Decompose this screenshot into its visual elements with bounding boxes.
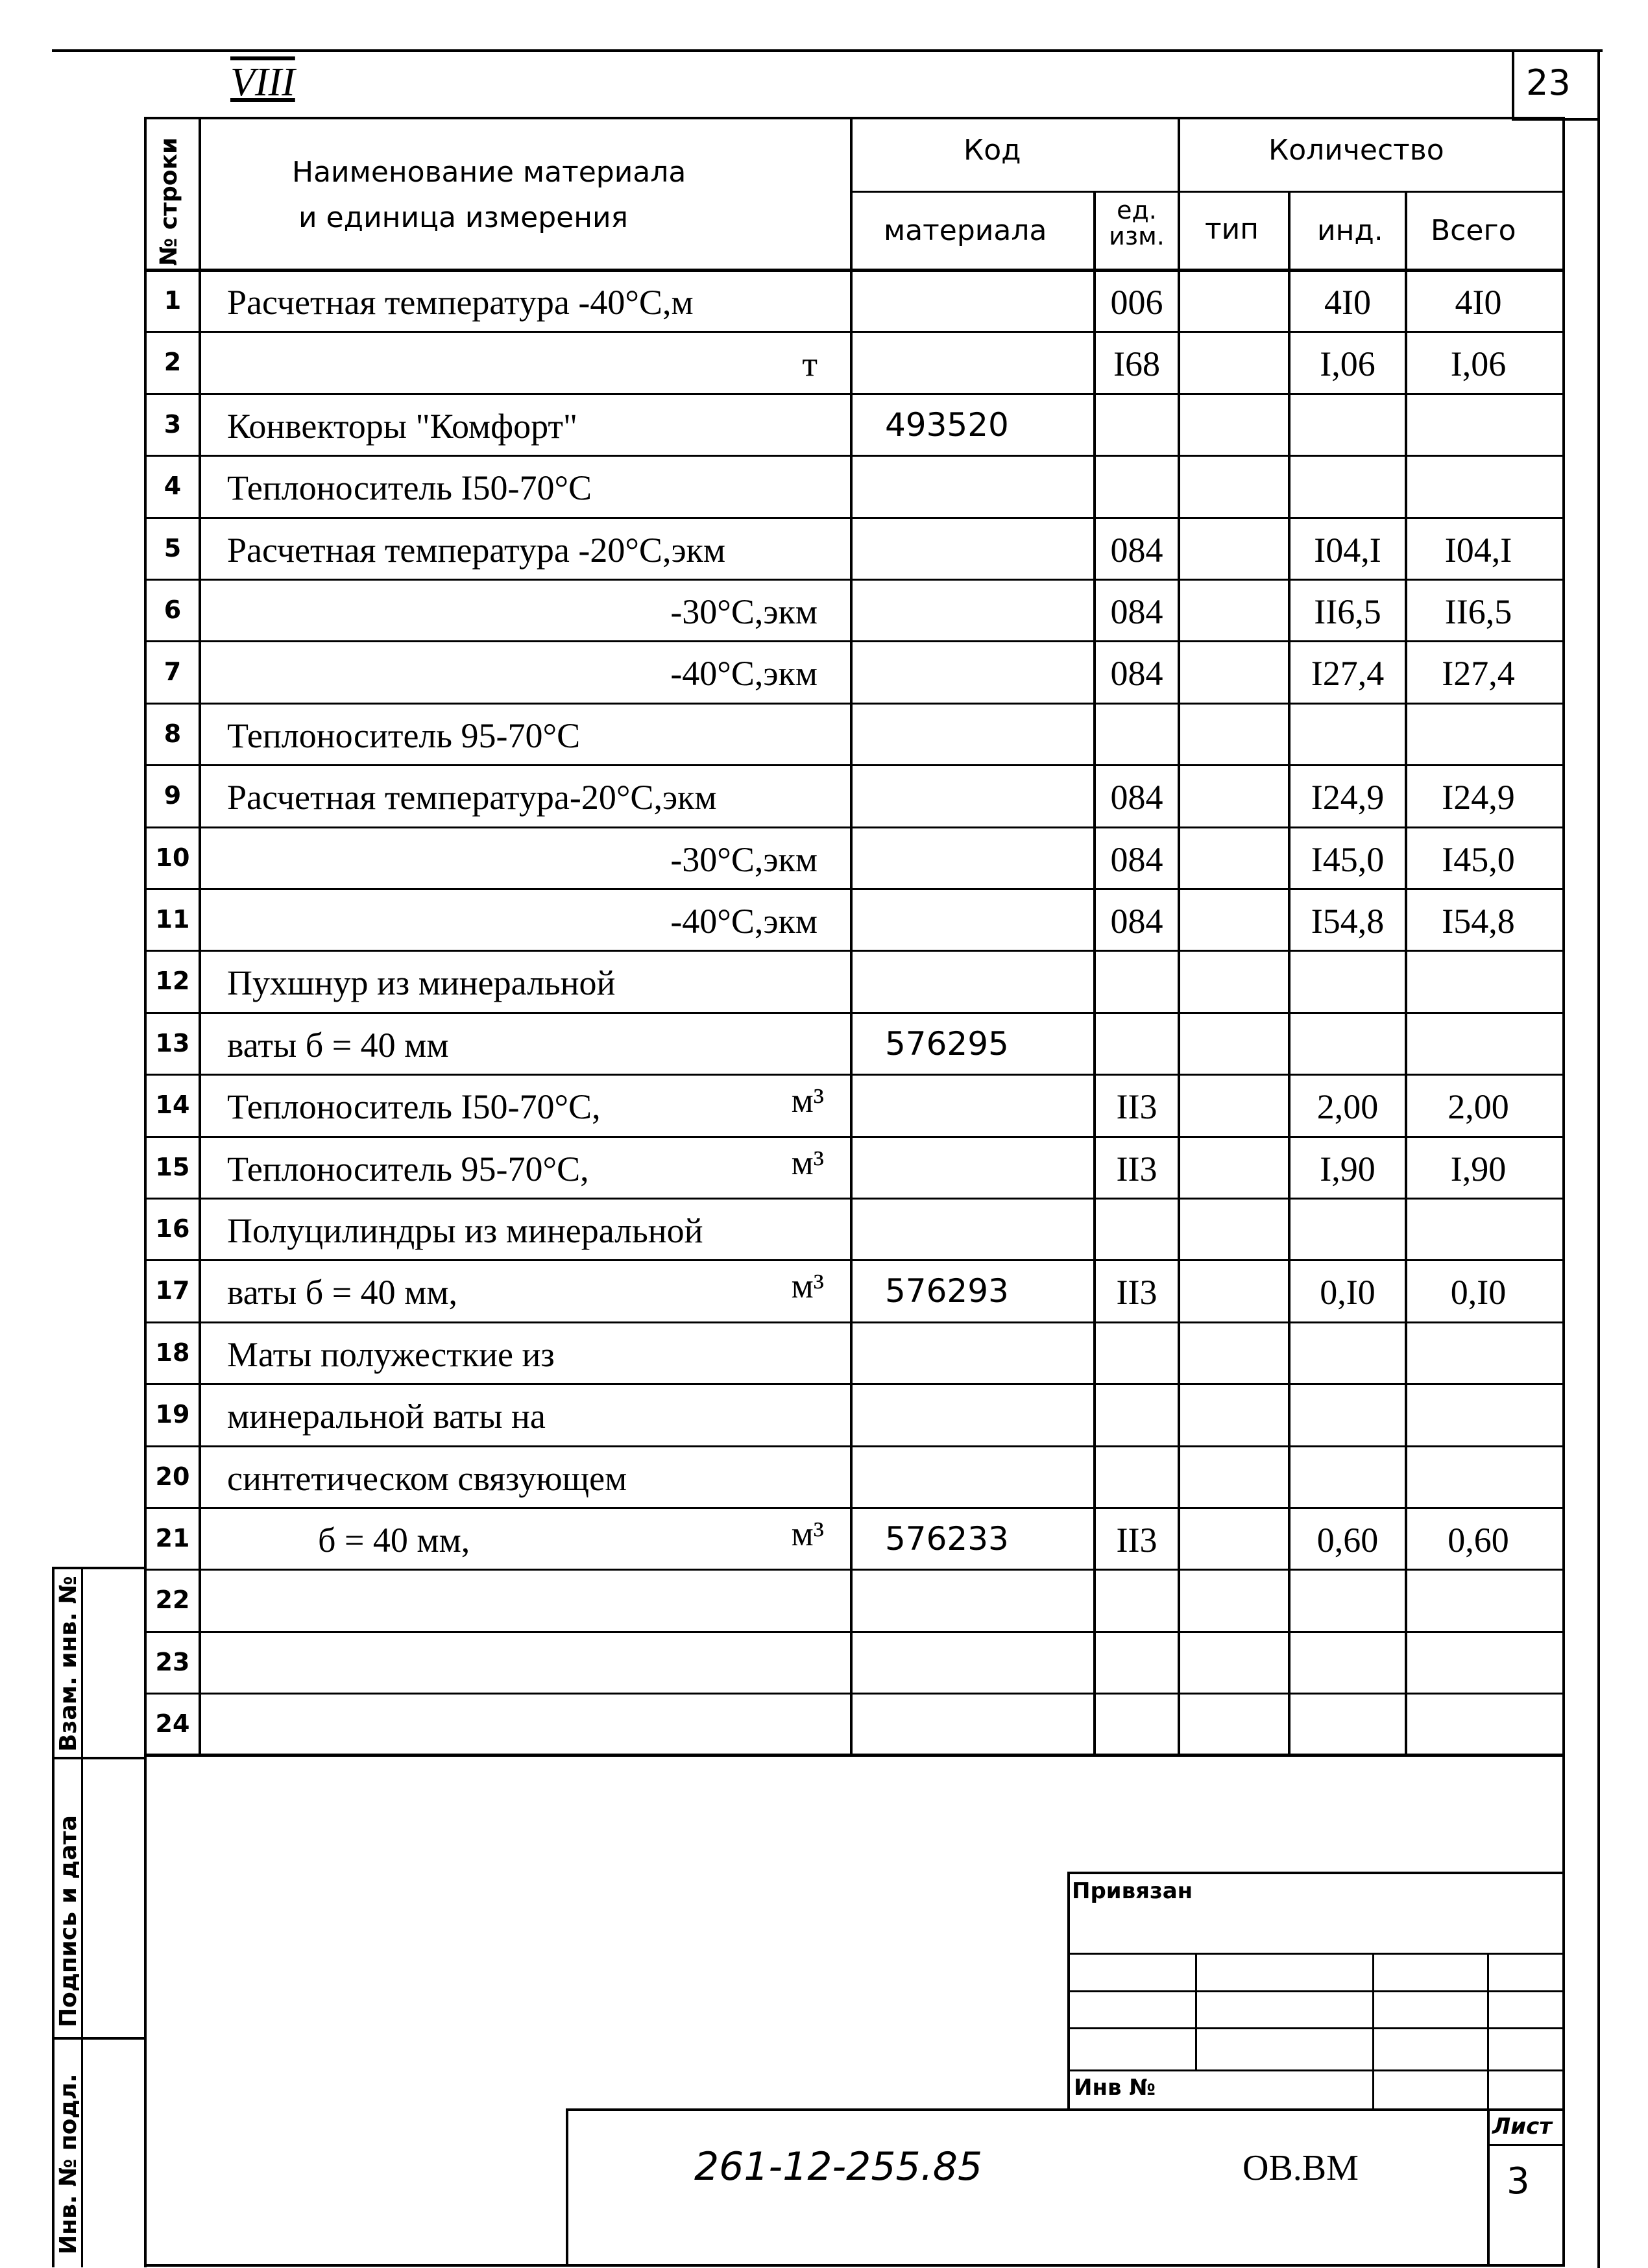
row-name: ваты б = 40 мм [227, 1026, 449, 1065]
title-attached-label: Привязан [1072, 1878, 1193, 1904]
row-number: 19 [155, 1400, 190, 1429]
header-code-material: материала [884, 214, 1047, 247]
stamp-div-1 [52, 1757, 147, 1759]
tb-vline-3 [1487, 1953, 1489, 2108]
row-ind: I24,9 [1311, 778, 1385, 817]
header-code: Код [963, 134, 1021, 167]
row-line [144, 1074, 1565, 1076]
header-row-no: № строки [156, 137, 182, 266]
row-ind: I45,0 [1311, 840, 1385, 879]
stamp-replace-inv: Взам. инв. № [55, 1576, 82, 1752]
tb-line-3 [1067, 2027, 1565, 2029]
tb-line-4 [1067, 2069, 1565, 2071]
row-name: Пухшнур из минеральной [227, 963, 616, 1002]
header-qty-ind: инд. [1317, 214, 1383, 247]
row-ind: I04,I [1314, 531, 1381, 570]
row-total: I,90 [1450, 1150, 1507, 1188]
row-ind: I,90 [1320, 1150, 1375, 1188]
row-line [144, 455, 1565, 457]
row-number: 3 [164, 410, 182, 439]
col-line-no [199, 117, 201, 1756]
row-name: -40°С,экм [670, 902, 818, 941]
row-total: I27,4 [1442, 654, 1515, 693]
row-unit: 006 [1110, 283, 1163, 322]
row-line [144, 950, 1565, 952]
header-name-line1: Наименование материала [292, 156, 686, 189]
row-line [144, 1198, 1565, 1200]
row-number: 15 [155, 1153, 190, 1181]
row-line [144, 1693, 1565, 1695]
row-ind: I,06 [1320, 344, 1375, 383]
doc-number: 261-12-255.85 [694, 2144, 983, 2190]
row-line [144, 1755, 1565, 1757]
row-line [144, 764, 1565, 766]
row-number: 10 [155, 843, 190, 872]
tb-line-2 [1067, 1990, 1565, 1992]
row-line [144, 1507, 1565, 1509]
row-name: Расчетная температура -40°С,м [227, 283, 694, 322]
stamp-sign-date: Подпись и дата [55, 1815, 82, 2027]
row-name: т [802, 344, 818, 383]
sheet-cell-left [1487, 2108, 1490, 2267]
row-number: 17 [155, 1276, 190, 1305]
row-name: Теплоноситель 95-70°С [227, 716, 581, 755]
row-ind: 0,60 [1316, 1521, 1379, 1560]
row-code: 576233 [885, 1520, 1009, 1558]
row-line [144, 517, 1565, 519]
row-code: 576293 [885, 1272, 1009, 1310]
stamp-inv-no-orig: Инв. № подл. [55, 2073, 82, 2254]
row-line [144, 640, 1565, 642]
row-number: 21 [155, 1524, 190, 1552]
sheet-number-top: 23 [1526, 62, 1571, 103]
row-name: -30°С,экм [670, 840, 818, 879]
row-line [144, 1445, 1565, 1447]
row-name: Теплоноситель I50-70°С, [227, 1087, 601, 1126]
row-unit-suffix: м³ [791, 1266, 824, 1305]
sheet-label: Лист [1492, 2114, 1552, 2140]
row-code: 493520 [885, 406, 1009, 444]
row-unit: 084 [1110, 778, 1163, 817]
row-unit-suffix: м³ [791, 1143, 824, 1182]
header-qty-total: Всего [1431, 214, 1516, 247]
row-line [144, 1012, 1565, 1014]
row-number: 18 [155, 1338, 190, 1367]
sheet-cell-mid [1487, 2144, 1565, 2146]
row-total: 0,I0 [1450, 1273, 1507, 1312]
row-ind: I27,4 [1311, 654, 1385, 693]
row-unit: 084 [1110, 531, 1163, 570]
row-name: синтетическом связующем [227, 1459, 627, 1498]
row-total: I,06 [1450, 344, 1507, 383]
row-unit: 084 [1110, 592, 1163, 631]
row-ind: II6,5 [1314, 592, 1381, 631]
header-qty-type: тип [1205, 213, 1259, 246]
row-unit: II3 [1116, 1273, 1157, 1312]
row-unit: II3 [1116, 1150, 1157, 1188]
row-line [144, 703, 1565, 705]
right-border-line [1597, 49, 1600, 2268]
row-name: минеральной ваты на [227, 1397, 546, 1436]
tb-vline-1 [1195, 1953, 1197, 2069]
row-number: 8 [164, 719, 182, 748]
row-number: 5 [164, 534, 182, 562]
tb-line-1 [1067, 1953, 1565, 1955]
row-total: I54,8 [1442, 902, 1515, 941]
row-number: 2 [164, 348, 182, 376]
row-line [144, 888, 1565, 890]
row-line [144, 1631, 1565, 1633]
row-unit-suffix: м³ [791, 1514, 824, 1553]
row-line [144, 1569, 1565, 1571]
row-number: 11 [155, 905, 190, 934]
row-unit: II3 [1116, 1087, 1157, 1126]
row-total: II6,5 [1444, 592, 1512, 631]
row-name: Конвекторы "Комфорт" [227, 407, 577, 446]
row-unit: I68 [1113, 344, 1160, 383]
stamp-div-2 [52, 2037, 147, 2040]
row-ind: 0,I0 [1320, 1273, 1375, 1312]
row-number: 12 [155, 967, 190, 995]
row-number: 14 [155, 1091, 190, 1119]
row-name: Теплоноситель I50-70°С [227, 468, 592, 507]
row-total: I04,I [1444, 531, 1512, 570]
row-unit: 084 [1110, 840, 1163, 879]
row-number: 24 [155, 1709, 190, 1738]
row-number: 4 [164, 472, 182, 500]
row-total: 0,60 [1448, 1521, 1509, 1560]
row-ind: 2,00 [1316, 1087, 1379, 1126]
row-name: Полуцилиндры из минеральной [227, 1211, 703, 1250]
row-unit: 084 [1110, 654, 1163, 693]
row-number: 1 [164, 286, 182, 315]
row-name: Теплоноситель 95-70°С, [227, 1150, 589, 1188]
title-inv-no-label: Инв № [1074, 2075, 1156, 2101]
row-number: 22 [155, 1586, 190, 1614]
row-name: -30°С,экм [670, 592, 818, 631]
row-name: Расчетная температура-20°С,экм [227, 778, 717, 817]
col-line-code [850, 117, 853, 1756]
row-line [144, 1136, 1565, 1138]
row-ind: 4I0 [1324, 283, 1371, 322]
row-name: Маты полужесткие из [227, 1335, 555, 1374]
row-line [144, 331, 1565, 333]
header-bottom-line [144, 269, 1565, 272]
row-total: I45,0 [1442, 840, 1515, 879]
doc-code: ОВ.ВМ [1242, 2148, 1359, 2188]
row-name: б = 40 мм, [318, 1521, 470, 1560]
row-number: 20 [155, 1462, 190, 1491]
section-mark: VIII [230, 60, 295, 104]
row-total: 2,00 [1448, 1087, 1509, 1126]
row-number: 9 [164, 781, 182, 810]
header-code-unit: ед. изм. [1109, 196, 1165, 250]
col-line-qty [1178, 117, 1180, 1756]
row-total: I24,9 [1442, 778, 1515, 817]
header-subline [850, 191, 1565, 193]
row-name: -40°С,экм [670, 654, 818, 693]
row-number: 16 [155, 1214, 190, 1243]
row-line [144, 579, 1565, 581]
top-border-line [52, 49, 1603, 52]
row-number: 13 [155, 1029, 190, 1057]
frame-left-line [144, 1567, 147, 2267]
row-number: 7 [164, 657, 182, 686]
row-line [144, 1259, 1565, 1261]
row-name: Расчетная температура -20°С,экм [227, 531, 726, 570]
header-quantity: Количество [1268, 134, 1444, 167]
row-ind: I54,8 [1311, 902, 1385, 941]
row-line [144, 393, 1565, 395]
row-unit: II3 [1116, 1521, 1157, 1560]
row-name: ваты б = 40 мм, [227, 1273, 458, 1312]
sheet-value: 3 [1507, 2160, 1530, 2202]
stamp-top-line [52, 1567, 147, 1569]
row-number: 6 [164, 596, 182, 624]
row-line [144, 826, 1565, 828]
stamp-outer-left [52, 1567, 55, 2267]
row-number: 23 [155, 1648, 190, 1676]
row-line [144, 1383, 1565, 1385]
row-total: 4I0 [1455, 283, 1502, 322]
row-unit: 084 [1110, 902, 1163, 941]
row-line [144, 1321, 1565, 1323]
row-unit-suffix: м³ [791, 1081, 824, 1120]
tb-vline-2 [1372, 1953, 1374, 2108]
header-name-line2: и единица измерения [298, 201, 629, 234]
row-code: 576295 [885, 1025, 1009, 1063]
